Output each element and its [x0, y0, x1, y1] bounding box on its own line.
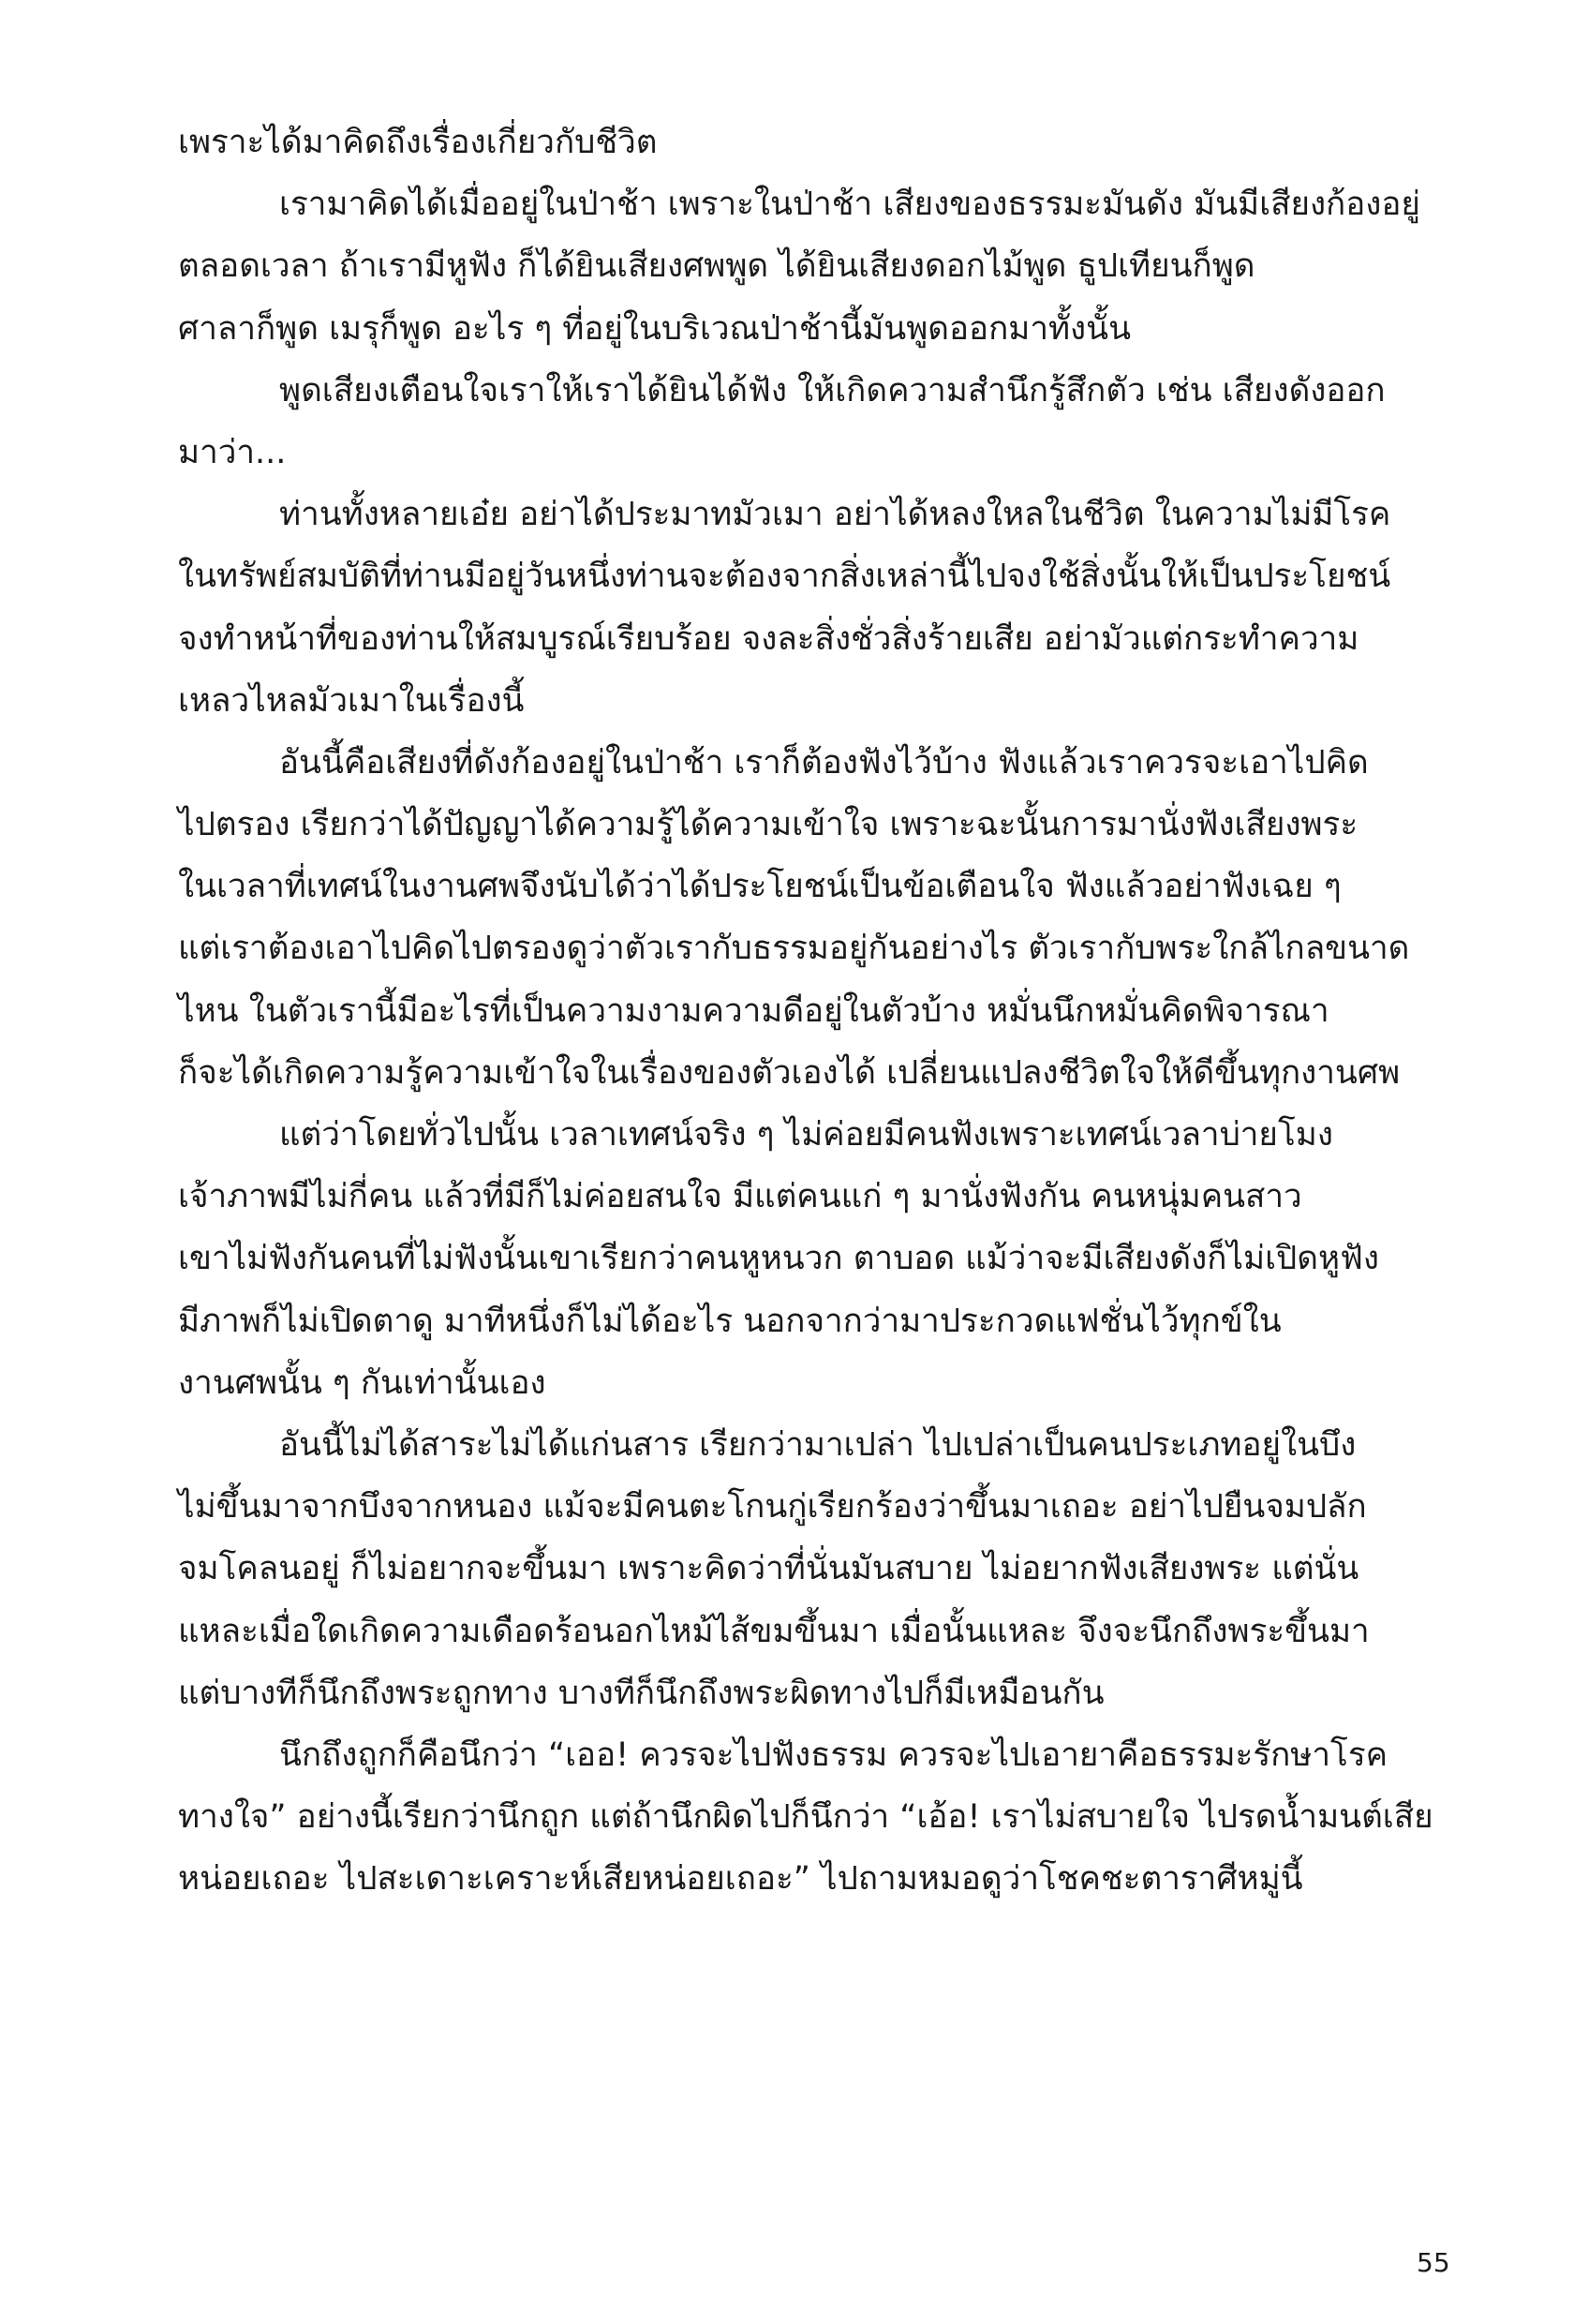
text-line: แหละเมื่อใดเกิดความเดือดร้อนอกไหม้ไส้ขมขึ้นมา เมื่อนั้นแหละ จึงจะนึกถึงพระขึ้นมา [178, 1612, 1370, 1650]
text-line: แต่เราต้องเอาไปคิดไปตรองดูว่าตัวเรากับธรรมอยู่กันอย่างไร ตัวเรากับพระใกล้ไกลขนาด [178, 930, 1410, 968]
text-line: มาว่า... [178, 433, 287, 471]
text-line: ไปตรอง เรียกว่าได้ปัญญาได้ความรู้ได้ความเข้าใจ เพราะฉะนั้นการมานั่งฟังเสียงพระ [178, 806, 1359, 844]
text-line: นึกถึงถูกก็คือนึกว่า “เออ! ควรจะไปฟังธรรม ควรจะไปเอายาคือธรรมะรักษาโรค [279, 1736, 1388, 1774]
text-line: เพราะได้มาคิดถึงเรื่องเกี่ยวกับชีวิต [178, 124, 658, 161]
text-line: จงทำหน้าที่ของท่านให้สมบูรณ์เรียบร้อย จงละสิ่งชั่วสิ่งร้ายเสีย อย่ามัวแต่กระทำความ [178, 619, 1359, 658]
text-line: ในทรัพย์สมบัติที่ท่านมีอยู่วันหนึ่งท่านจะต้องจากสิ่งเหล่านี้ไปจงใช้สิ่งนั้นให้เป็นประโยชน์ [178, 558, 1391, 596]
text-line: มีภาพก็ไม่เปิดตาดู มาทีหนึ่งก็ไม่ได้อะไร นอกจากว่ามาประกวดแฟชั่นไว้ทุกข์ใน [178, 1302, 1282, 1340]
body-text [178, 116, 1443, 1914]
text-line: งานศพนั้น ๆ กันเท่านั้นเอง [178, 1363, 546, 1402]
text-line: แต่ว่าโดยทั่วไปนั้น เวลาเทศน์จริง ๆ ไม่ค่อยมีคนฟังเพราะเทศน์เวลาบ่ายโมง [279, 1116, 1333, 1154]
text-line: เหลวไหลมัวเมาในเรื่องนี้ [178, 681, 525, 720]
text-line: ตลอดเวลา ถ้าเรามีหูฟัง ก็ได้ยินเสียงศพพูด ได้ยินเสียงดอกไม้พูด ธูปเทียนก็พูด [178, 247, 1255, 286]
text-line: ไหน ในตัวเรานี้มีอะไรที่เป็นความงามความดีอยู่ในตัวบ้าง หมั่นนึกหมั่นคิดพิจารณา [178, 991, 1329, 1030]
text-line: ไม่ขึ้นมาจากบึงจากหนอง แม้จะมีคนตะโกนกู่เรียกร้องว่าขึ้นมาเถอะ อย่าไปยืนจมปลัก [178, 1488, 1367, 1527]
text-line: พูดเสียงเตือนใจเราให้เราได้ยินได้ฟัง ให้เกิดความสำนึกรู้สึกตัว เช่น เสียงดังออก [279, 371, 1386, 410]
text-line: เจ้าภาพมีไม่กี่คน แล้วที่มีก็ไม่ค่อยสนใจ มีแต่คนแก่ ๆ มานั่งฟังกัน คนหนุ่มคนสาว [178, 1178, 1302, 1216]
text-line: ในเวลาที่เทศน์ในงานศพจึงนับได้ว่าได้ประโยชน์เป็นข้อเตือนใจ ฟังแล้วอย่าฟังเฉย ๆ [178, 868, 1342, 906]
text-line: อันนี้ไม่ได้สาระไม่ได้แก่นสาร เรียกว่ามาเปล่า ไปเปล่าเป็นคนประเภทอยู่ในบึง [279, 1425, 1357, 1464]
text-line: จมโคลนอยู่ ก็ไม่อยากจะขึ้นมา เพราะคิดว่าที่นั่นมันสบาย ไม่อยากฟังเสียงพระ แต่นั่น [178, 1550, 1359, 1588]
text-line: ท่านทั้งหลายเอ๋ย อย่าได้ประมาทมัวเมา อย่าได้หลงใหลในชีวิต ในความไม่มีโรค [279, 496, 1391, 534]
text-line: หน่อยเถอะ ไปสะเดาะเคราะห์เสียหน่อยเถอะ” ไปถามหมอดูว่าโชคชะตาราศีหมู่นี้ [178, 1860, 1303, 1899]
text-line: อันนี้คือเสียงที่ดังก้องอยู่ในป่าช้า เราก็ต้องฟังไว้บ้าง ฟังแล้วเราควรจะเอาไปคิด [279, 743, 1369, 782]
text-line: เขาไม่ฟังกันคนที่ไม่ฟังนั้นเขาเรียกว่าคนหูหนวก ตาบอด แม้ว่าจะมีเสียงดังก็ไม่เปิดหูฟัง [178, 1240, 1379, 1278]
text-line: ศาลาก็พูด เมรุก็พูด อะไร ๆ ที่อยู่ในบริเวณป่าช้านี้มันพูดออกมาทั้งนั้น [178, 309, 1131, 348]
text-line: ทางใจ” อย่างนี้เรียกว่านึกถูก แต่ถ้านึกผิดไปก็นึกว่า “เอ้อ! เราไม่สบายใจ ไปรดน้ำมนต์เสีย [178, 1798, 1433, 1837]
text-line: เรามาคิดได้เมื่ออยู่ในป่าช้า เพราะในป่าช้า เสียงของธรรมะมันดัง มันมีเสียงก้องอยู่ [279, 186, 1420, 224]
text-line: แต่บางทีก็นึกถึงพระถูกทาง บางทีก็นึกถึงพระผิดทางไปก็มีเหมือนกัน [178, 1674, 1105, 1712]
text-line: ก็จะได้เกิดความรู้ความเข้าใจในเรื่องของตัวเองได้ เปลี่ยนแปลงชีวิตใจให้ดีขึ้นทุกงานศพ [178, 1053, 1401, 1092]
page-number: 55 [1417, 2247, 1450, 2278]
